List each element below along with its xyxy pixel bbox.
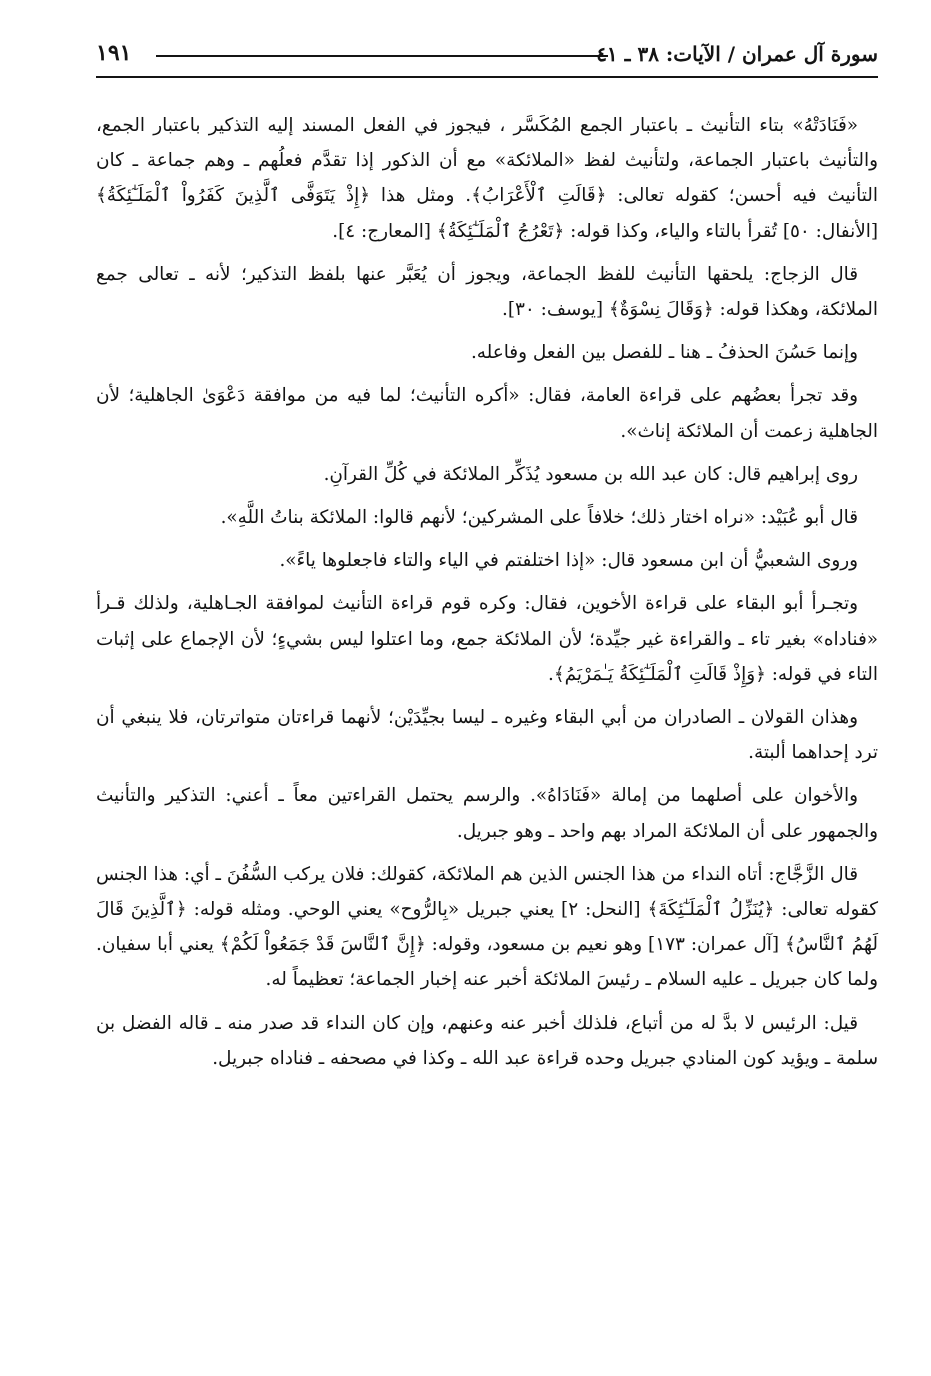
paragraph: روى إبراهيم قال: كان عبد الله بن مسعود يُذَكِّر الملائكة في كُلِّ القرآنِ. [323, 463, 858, 485]
paragraph: وهذان القولان ـ الصادران من أبي البقاء وغيره ـ ليسا بجيِّدَيْن؛ لأنهما قراءتان متواترتان، فلا ينبغي أن ترد إحداهما ألبتة. [96, 707, 878, 764]
paragraph: وإنما حَسُنَ الحذفُ ـ هنا ـ للفصل بين الفعل وفاعله. [470, 342, 858, 364]
page-header [96, 36, 878, 72]
paragraph: وتجـرأ أبو البقاء على قراءة الأخوين، فقال: وكره قوم قراءة التأنيث لموافقة الجـاهلية، ولذلك قـرأ «فناداه» بغير تاء ـ والقراءة غير جيِّدة؛ لأن الملائكة جمع، وما اعتلوا ليس بشيءٍ؛ لأن الإجماع على إثبات التاء في قوله: ﴿وَإِذْ قَالَتِ ٱلْمَلَـٰٓئِكَةُ يَـٰمَرْيَمُ﴾. [96, 593, 878, 685]
header-dash-line [156, 55, 608, 57]
paragraph: والأخوان على أصلهما من إمالة «فَنَادَاهُ». والرسم يحتمل القراءتين معاً ـ أعني: التذكير والتأنيث والجمهور على أن الملائكة المراد بهم واحد ـ وهو جبريل. [96, 785, 878, 842]
paragraph: «فَنَادَتْهُ» بتاء التأنيث ـ باعتبار الجمع المُكَسَّر ، فيجوز في الفعل المسند إليه التذكير باعتبار الجمع، والتأنيث باعتبار الجماعة، ولتأنيث لفظ «الملائكة» مع أن الذكور إذا تقدَّم فعلُهم ـ وهم جماعة ـ كان التأنيث فيه أحسن؛ كقوله تعالى: ﴿قَالَتِ ٱلْأَعْرَابُ﴾. ومثل هذا ﴿إِذْ يَتَوَفَّى ٱلَّذِينَ كَفَرُواْ ٱلْمَلَـٰٓئِكَةُ﴾ [الأنفال: ٥٠] تُقرأ بالتاء والياء، وكذا قوله: ﴿تَعْرُجُ ٱلْمَلَـٰٓئِكَةُ﴾ [المعارج: ٤]. [96, 115, 878, 242]
running-title: سورة آل عمران / الآيات: ٣٨ ـ ٤١ [596, 42, 878, 66]
paragraph: وقد تجرأ بعضُهم على قراءة العامة، فقال: «أكره التأنيث؛ لما فيه من موافقة دَعْوَىٰ الجاهلية؛ لأن الجاهلية زعمت أن الملائكة إناث». [96, 385, 878, 442]
header-rule [96, 76, 878, 78]
page-number: ١٩١ [96, 40, 132, 66]
paragraph: قال الزجاج: يلحقها التأنيث للفظ الجماعة، ويجوز أن يُعَبَّر عنها بلفظ التذكير؛ لأنه ـ تعالى جمع الملائكة، وهكذا قوله: ﴿وَقَالَ نِسْوَةٌ﴾ [يوسف: ٣٠]. [96, 263, 878, 321]
paragraph: قال الزَّجَّاج: أتاه النداء من هذا الجنس الذين هم الملائكة، كقولك: فلان يركب السُّفُنَ ـ أي: هذا الجنس كقوله تعالى: ﴿يُنَزِّلُ ٱلْمَلَـٰٓئِكَةَ﴾ [النحل: ٢] يعني جبريل «بِالرُّوح» يعني الوحي. ومثله قوله: ﴿ٱلَّذِينَ قَالَ لَهُمُ ٱلنَّاسُ﴾ [آل عمران: ١٧٣] وهو نعيم بن مسعود، وقوله: ﴿إِنَّ ٱلنَّاسَ قَدْ جَمَعُواْ لَكُمْ﴾ يعني أبا سفيان. ولما كان جبريل ـ عليه السلام ـ رئيسَ الملائكة أخبر عنه إخبار الجماعة؛ تعظيماً له. [96, 863, 879, 991]
paragraph: قال أبو عُبَيْد: «نراه اختار ذلك؛ خلافاً على المشركين؛ لأنهم قالوا: الملائكة بناتُ اللَّهِ». [220, 507, 858, 529]
paragraph: وروى الشعبيُّ أن ابن مسعود قال: «إذا اختلفتم في الياء والتاء فاجعلوها ياءً». [279, 550, 858, 572]
paragraph: قيل: الرئيس لا بدَّ له من أتباع، فلذلك أخبر عنه وعنهم، وإن كان النداء قد صدر منه ـ قاله الفضل بن سلمة ـ ويؤيد كون المنادي جبريل وحده قراءة عبد الله ـ وكذا في مصحفه ـ فناداه جبريل. [96, 1012, 878, 1069]
main-text [96, 108, 878, 1084]
